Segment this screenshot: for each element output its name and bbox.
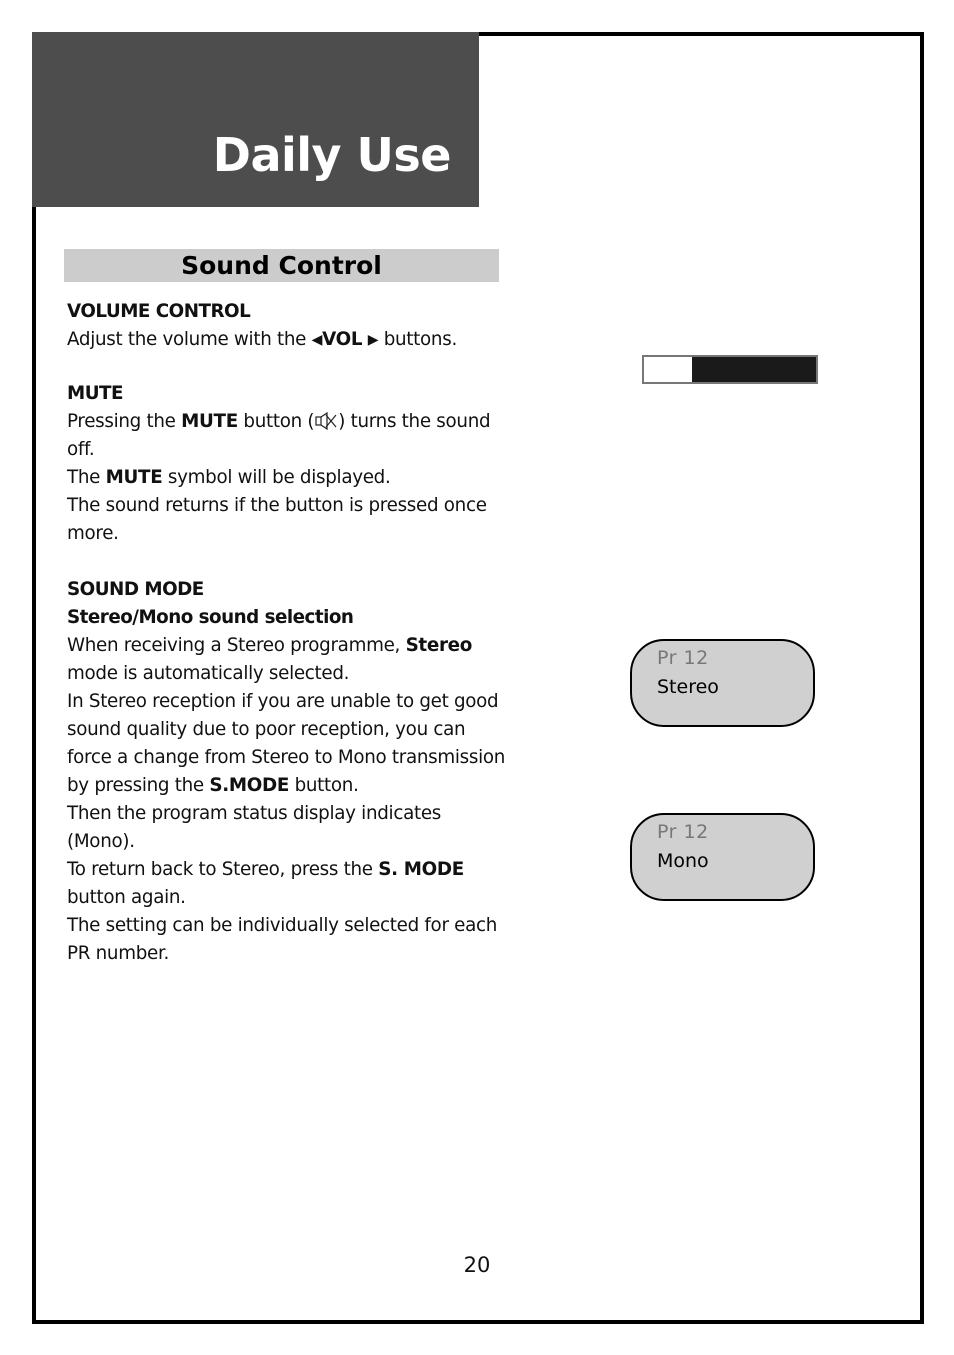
header-block — [32, 32, 479, 207]
left-triangle-icon: ◀ — [311, 332, 323, 348]
volume-text-after: buttons. — [383, 329, 457, 350]
mute-line-2: off. — [67, 439, 95, 460]
volume-level-bar — [642, 355, 818, 384]
volume-level-fill — [692, 357, 816, 382]
osd-stereo-display — [630, 639, 815, 727]
volume-text-before: Adjust the volume with the — [67, 329, 307, 350]
osd-program-number: Pr 12 — [657, 647, 709, 669]
sound-mode-p4-line1: To return back to Stereo, press the S. MODE — [67, 859, 464, 880]
vol-button-label: VOL — [322, 329, 363, 350]
right-triangle-icon: ▶ — [367, 332, 379, 348]
body-text — [67, 298, 507, 968]
mute-line-1: Pressing the MUTE button ( ) turns the sound — [67, 411, 491, 432]
osd-program-number: Pr 12 — [657, 821, 709, 843]
mute-line-3: The MUTE symbol will be displayed. — [67, 467, 391, 488]
osd-mono-display — [630, 813, 815, 901]
mute-line-5: more. — [67, 523, 119, 544]
sound-mode-heading: SOUND MODE — [67, 579, 204, 600]
sound-mode-p3: Then the program status display indicates (Mono). — [67, 803, 442, 852]
page-number: 20 — [463, 1253, 491, 1277]
sound-mode-p5-line2: PR number. — [67, 943, 170, 964]
mute-line-4: The sound returns if the button is pressed once — [67, 495, 487, 516]
sound-mode-p2-line1: In Stereo reception if you are unable to get good — [67, 691, 499, 712]
sound-mode-p5-line1: The setting can be individually selected for each — [67, 915, 498, 936]
section-header — [64, 249, 499, 282]
volume-heading: VOLUME CONTROL — [67, 301, 251, 322]
page-title: Daily Use — [212, 128, 451, 182]
sound-mode-subheading: Stereo/Mono sound selection — [67, 607, 354, 628]
section-title: Sound Control — [181, 251, 382, 280]
sound-mode-p4-line2: button again. — [67, 887, 186, 908]
osd-sound-mode: Mono — [657, 850, 709, 872]
mute-heading: MUTE — [67, 383, 123, 404]
sound-mode-p2-line2: sound quality due to poor reception, you can — [67, 719, 466, 740]
sound-mode-p2-line3: force a change from Stereo to Mono transmission — [67, 747, 506, 768]
sound-mode-p1-line1: When receiving a Stereo programme, Stereo — [67, 635, 473, 656]
sound-mode-p2-line4: by pressing the S.MODE button. — [67, 775, 359, 796]
volume-instruction — [67, 326, 507, 354]
mute-speaker-icon — [314, 411, 338, 431]
osd-sound-mode: Stereo — [657, 676, 719, 698]
sound-mode-p1-line2: mode is automatically selected. — [67, 663, 350, 684]
